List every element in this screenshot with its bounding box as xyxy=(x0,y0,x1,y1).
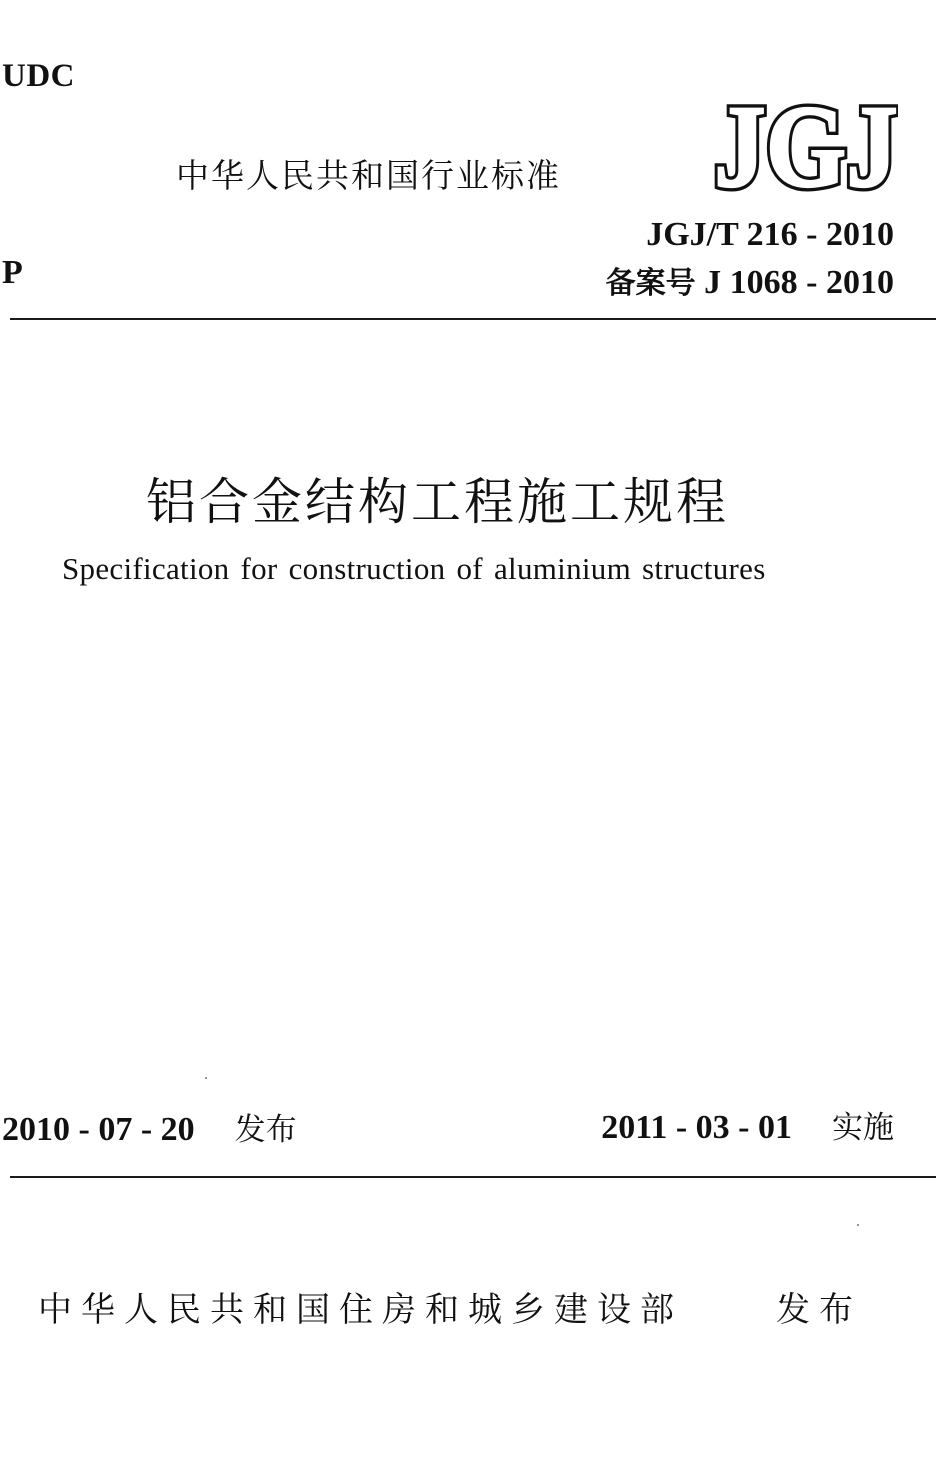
udc-label: UDC xyxy=(2,58,75,94)
logo-text-inline: JGJ xyxy=(714,92,898,194)
issuer-header: 中华人民共和国行业标准 xyxy=(176,156,561,195)
title-english: Specification for construction of aluminium structures xyxy=(62,551,766,586)
logo-text: JGJ xyxy=(714,92,898,194)
publisher-name: 中华人民共和国住房和城乡建设部 xyxy=(38,1290,683,1330)
record-number-value: J 1068 - 2010 xyxy=(704,264,894,301)
scan-speck xyxy=(857,1224,859,1226)
record-number xyxy=(606,258,894,302)
effective-date: 2011 - 03 - 01 xyxy=(601,1109,792,1146)
record-label: 备案号 xyxy=(605,266,696,301)
bottom-rule xyxy=(10,1176,936,1178)
title-chinese: 铝合金结构工程施工规程 xyxy=(146,473,729,531)
jgj-logo-icon xyxy=(714,92,898,194)
publisher-action: 发布 xyxy=(776,1290,862,1330)
issue-date: 2010 - 07 - 20 xyxy=(2,1111,195,1148)
effective-label: 实施 xyxy=(832,1110,894,1146)
scan-speck xyxy=(205,1077,207,1079)
category-code: P xyxy=(2,254,23,291)
effective-date-line xyxy=(601,1102,894,1147)
top-rule xyxy=(10,318,936,320)
standard-number: JGJ/T 216 - 2010 xyxy=(646,216,894,253)
issue-label: 发布 xyxy=(234,1112,297,1148)
issue-date-line xyxy=(2,1104,297,1149)
